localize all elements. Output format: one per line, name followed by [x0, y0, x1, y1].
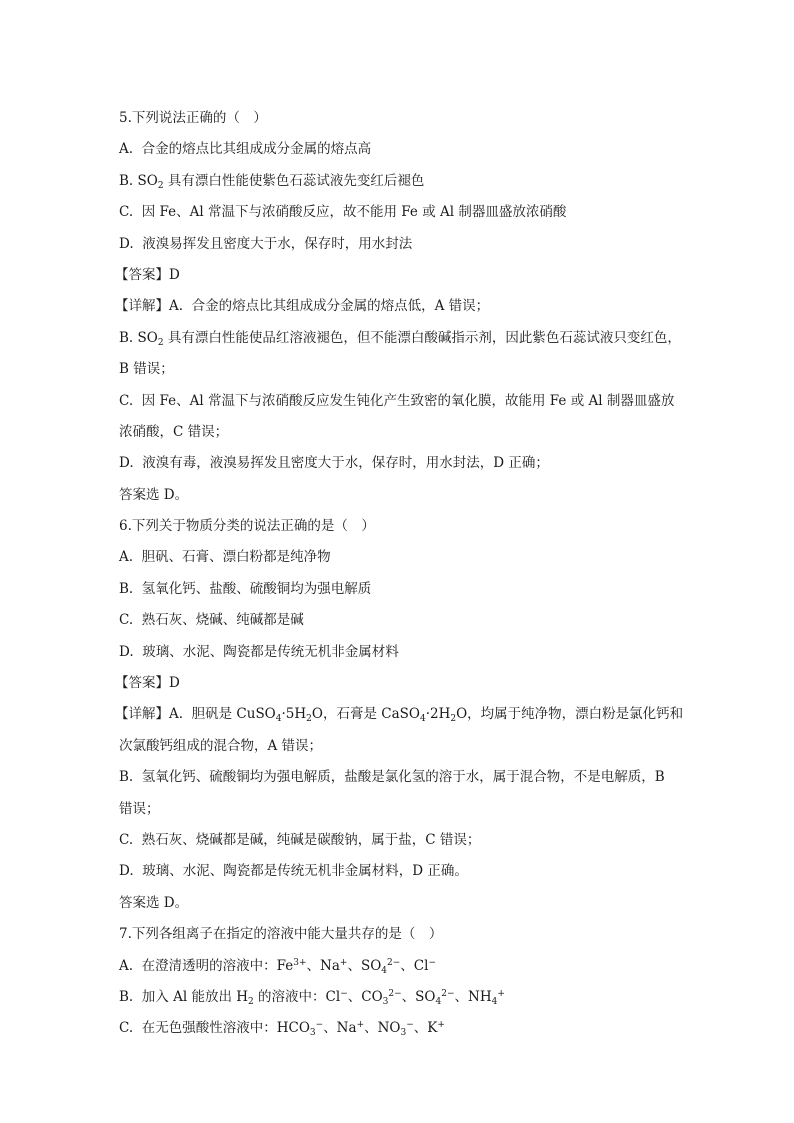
- text-line: B. 加入 Al 能放出 $H_2$ 的溶液中：Cl−、$CO_3^{2-}$、$SO_4^{2-}$、$NH_4^+$: [119, 988, 505, 1007]
- text-line: C. 熟石灰、烧碱都是碱，纯碱是碳酸钠，属于盐，C 错误；: [119, 831, 481, 848]
- text-line: D. 玻璃、水泥、陶瓷都是传统无机非金属材料: [119, 643, 399, 660]
- text-line: C. 熟石灰、烧碱、纯碱都是碱: [119, 612, 304, 629]
- text-line: A. 合金的熔点比其组成成分金属的熔点高: [119, 141, 372, 158]
- text-line: 6.下列关于物质分类的说法正确的是（ ）: [119, 518, 375, 535]
- text-line: C. 因 Fe、Al 常温下与浓硝酸反应，故不能用 Fe 或 Al 制器皿盛放浓硝酸: [119, 204, 567, 221]
- text-line: A. 胆矾、石膏、漂白粉都是纯净物: [119, 549, 331, 566]
- text-line: C. 因 Fe、Al 常温下与浓硝酸反应发生钝化产生致密的氧化膜，故能用 Fe 或 Al 制器皿盛放: [119, 392, 675, 409]
- text-line: 【答案】D: [115, 266, 180, 283]
- text-line: 7.下列各组离子在指定的溶液中能大量共存的是（ ）: [119, 926, 443, 943]
- text-line: B. $SO_2$ 具有漂白性能使紫色石蕊试液先变红后褪色: [119, 172, 425, 191]
- text-line: B. $SO_2$ 具有漂白性能使品红溶液褪色，但不能漂白酸碱指示剂，因此紫色石蕊试液只变红色，: [119, 329, 681, 348]
- text-line: 错误；: [119, 800, 160, 817]
- text-line: D. 玻璃、水泥、陶瓷都是传统无机非金属材料，D 正确。: [119, 863, 468, 880]
- text-line: B. 氢氧化钙、盐酸、硫酸铜均为强电解质: [119, 580, 372, 597]
- text-line: 次氯酸钙组成的混合物，A 错误；: [119, 737, 323, 754]
- text-line: 5.下列说法正确的（ ）: [119, 110, 267, 126]
- text-line: C. 在无色强酸性溶液中：$HCO_3^-$、Na+、$NO_3^-$、K+: [119, 1020, 445, 1039]
- text-line: 浓硝酸，C 错误；: [119, 423, 229, 440]
- text-line: 【答案】D: [115, 675, 180, 692]
- text-line: A. 在澄清透明的溶液中：$Fe^{3+}$、Na+、$SO_4^{2-}$、Cl−: [119, 957, 436, 976]
- text-line: D. 液溴有毒，液溴易挥发且密度大于水，保存时，用水封法，D 正确；: [119, 455, 549, 472]
- text-line: D. 液溴易挥发且密度大于水，保存时，用水封法: [119, 235, 413, 252]
- text-line: B. 氢氧化钙、硫酸铜均为强电解质，盐酸是氯化氢的溶于水，属于混合物，不是电解质，B: [119, 769, 665, 786]
- text-line: 答案选 D。: [119, 894, 189, 911]
- text-line: 【详解】A. 合金的熔点比其组成成分金属的熔点低，A 错误；: [115, 298, 490, 315]
- text-line: 答案选 D。: [119, 486, 189, 503]
- document-body: [115, 103, 684, 1045]
- text-line: 【详解】A. 胆矾是 $CuSO_4\cdot 5H_2O$，石膏是 $CaSO_4\cdot 2H_2O$，均属于纯净物，漂白粉是氯化钙和: [115, 706, 684, 725]
- text-line: B 错误；: [119, 361, 174, 378]
